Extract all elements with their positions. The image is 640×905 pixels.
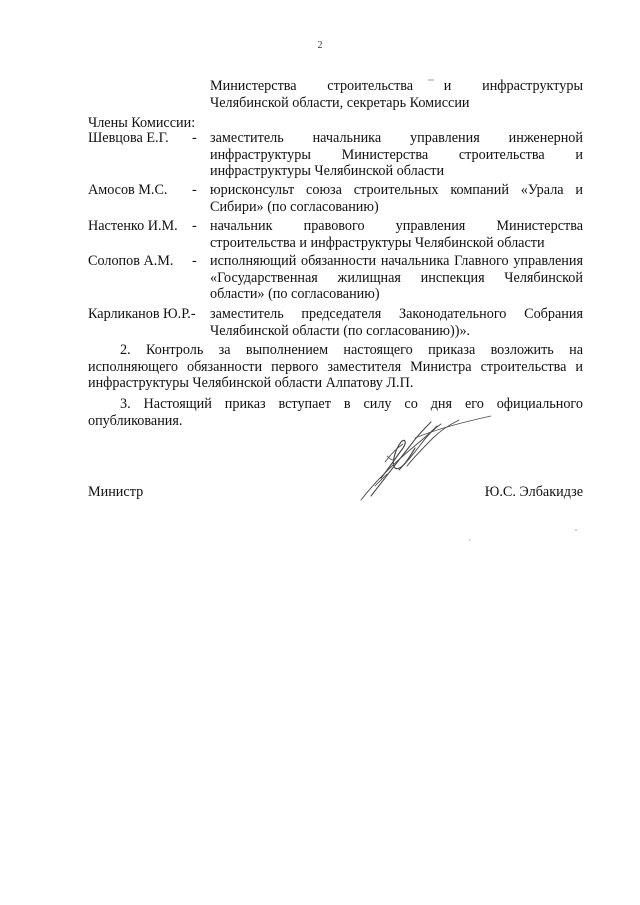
member-description: юрисконсульт союза строительных компаний «Урала и Сибири» (по согласованию) bbox=[210, 182, 583, 215]
member-dash: - bbox=[192, 218, 197, 234]
signatory-name: Ю.С. Элбакидзе bbox=[484, 484, 583, 500]
member-name: Настенко И.М. bbox=[88, 218, 178, 234]
member-description: заместитель председателя Законодательного Собрания Челябинской области (по согласованию))». bbox=[210, 306, 583, 339]
paragraph-2: 2. Контроль за выполнением настоящего приказа возложить на исполняющего обязанности первого заместителя Министра строительства и инфраструктуры Челябинской области Алпатову Л.П. bbox=[88, 342, 583, 391]
page-number: 2 bbox=[317, 40, 323, 51]
member-name: Карликанов Ю.Р.- bbox=[88, 306, 196, 322]
member-name: Шевцова Е.Г. bbox=[88, 130, 169, 146]
member-description: начальник правового управления Министерства строительства и инфраструктуры Челябинской области bbox=[210, 218, 583, 251]
member-dash: - bbox=[192, 130, 197, 146]
stray-mark bbox=[428, 78, 436, 82]
handwritten-signature bbox=[355, 408, 495, 508]
signatory-title: Министр bbox=[88, 484, 144, 500]
member-name: Амосов М.С. bbox=[88, 182, 168, 198]
secretary-continuation: Министерства строительства и инфраструктуры Челябинской области, секретарь Комиссии bbox=[210, 78, 583, 111]
members-header: Члены Комиссии: bbox=[88, 115, 196, 131]
paragraph-3: 3. Настоящий приказ вступает в силу со дня его официального опубликования. bbox=[88, 396, 583, 429]
member-description: заместитель начальника управления инженерной инфраструктуры Министерства строительства и инфраструктуры Челябинской области bbox=[210, 130, 583, 179]
member-description: исполняющий обязанности начальника Главного управления «Государственная жилищная инспекция Челябинской области» (по согласованию) bbox=[210, 253, 583, 302]
member-name: Солопов А.М. bbox=[88, 253, 174, 269]
stray-mark bbox=[468, 538, 472, 542]
member-dash: - bbox=[192, 253, 197, 269]
stray-mark bbox=[574, 528, 578, 532]
member-dash: - bbox=[192, 182, 197, 198]
